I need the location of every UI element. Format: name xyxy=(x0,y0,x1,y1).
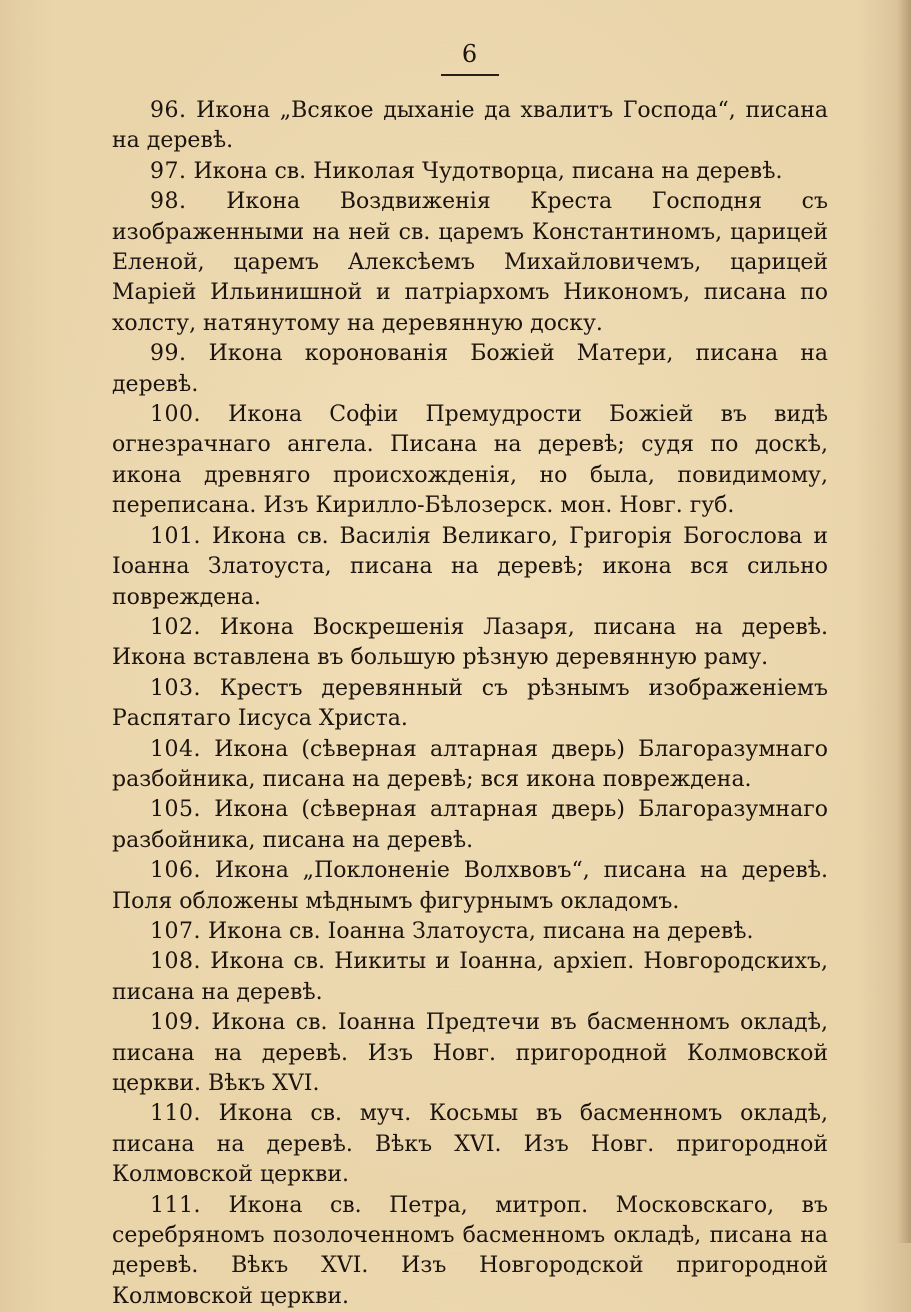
entry-number: 105. xyxy=(150,797,201,823)
catalog-entry xyxy=(112,96,828,157)
entry-number: 109. xyxy=(150,1010,201,1036)
catalog-entry xyxy=(112,522,828,613)
entry-number: 106. xyxy=(150,858,201,884)
catalog-entry xyxy=(112,1099,828,1190)
page-number: 6 xyxy=(461,40,479,68)
catalog-entry xyxy=(112,674,828,735)
entry-number: 98. xyxy=(150,189,187,215)
entry-number: 108. xyxy=(150,949,201,975)
catalog-entry xyxy=(112,1008,828,1099)
entry-number: 96. xyxy=(150,98,187,123)
catalog-entry xyxy=(112,795,828,856)
catalog-entry xyxy=(112,1191,828,1312)
catalog-entry xyxy=(112,856,828,917)
entry-number: 102. xyxy=(150,614,201,640)
catalog-entry xyxy=(112,339,828,400)
catalog-entry xyxy=(112,157,828,187)
entry-text: Икона Воздвиженія Креста Господня съ изображенными на ней св. царемъ Константиномъ, царицей Еленой, царемъ Алексѣемъ Михайловичемъ, царицей Маріей Ильинишной и патріархомъ Никономъ, писана по холсту, натянутому на деревянную доску. xyxy=(112,189,828,336)
entry-number: 97. xyxy=(150,158,187,184)
entry-text: Икона св. Василія Великаго, Григорія Богослова и Іоанна Златоуста, писана на деревѣ; икона вся сильно повреждена. xyxy=(112,523,828,610)
entry-text: Икона (сѣверная алтарная дверь) Благоразумнаго разбойника, писана на деревѣ; вся икона повреждена. xyxy=(112,736,828,792)
entry-text: Икона св. муч. Косьмы въ басменномъ окладѣ, писана на деревѣ. Вѣкъ XVI. Изъ Новг. пригородной Колмовской церкви. xyxy=(112,1101,828,1188)
entry-text: Икона „Всякое дыханіе да хвалитъ Господа“, писана на деревѣ. xyxy=(112,98,828,154)
entry-number: 104. xyxy=(150,736,201,762)
catalog-entry xyxy=(112,947,828,1008)
page-number-rule xyxy=(441,74,499,76)
entry-number: 111. xyxy=(150,1192,201,1218)
entry-number: 100. xyxy=(150,402,201,428)
entry-text: Икона „Поклоненіе Волхвовъ“, писана на деревѣ. Поля обложены мѣднымъ фигурнымъ окладомъ. xyxy=(112,858,829,914)
entry-text: Крестъ деревянный съ рѣзнымъ изображеніемъ Распятаго Іисуса Христа. xyxy=(112,675,828,732)
catalog-entry xyxy=(112,400,828,522)
entry-text: Икона св. Іоанна Златоуста, писана на деревѣ. xyxy=(207,918,754,944)
entry-text: Икона Софіи Премудрости Божіей въ видѣ огнезрачнаго ангела. Писана на деревѣ; судя по доскѣ, икона древняго происхожденія, но была, повидимому, переписана. Изъ Кирилло-Бѣлозерск. мон. Новг. губ. xyxy=(112,402,828,519)
entry-text: Икона коронованія Божіей Матери, писана на деревѣ. xyxy=(112,341,828,397)
page-edge-shadow xyxy=(897,0,911,1243)
catalog-entry xyxy=(112,187,828,339)
catalog-entry xyxy=(112,917,828,947)
entry-number: 107. xyxy=(150,918,201,944)
entry-text: Икона (сѣверная алтарная дверь) Благоразумнаго разбойника, писана на деревѣ. xyxy=(112,797,828,853)
entry-text: Икона св. Іоанна Предтечи въ басменномъ окладѣ, писана на деревѣ. Изъ Новг. пригородной Колмовской церкви. Вѣкъ XVI. xyxy=(112,1010,828,1096)
entry-text: Икона св. Никиты и Іоанна, архіеп. Новгородскихъ, писана на деревѣ. xyxy=(112,949,829,1005)
entry-number: 99. xyxy=(150,341,187,367)
catalog-entry xyxy=(112,613,828,674)
entry-number: 101. xyxy=(150,523,201,549)
entry-number: 103. xyxy=(150,675,201,701)
catalog-entry xyxy=(112,735,828,796)
entry-number: 110. xyxy=(150,1101,201,1127)
catalog-entries xyxy=(112,96,828,1312)
entry-text: Икона св. Николая Чудотворца, писана на деревѣ. xyxy=(193,158,783,184)
entry-text: Икона св. Петра, митроп. Московскаго, въ серебряномъ позолоченномъ басменномъ окладѣ, писана на деревѣ. Вѣкъ XVI. Изъ Новгородской пригородной Колмовской церкви. xyxy=(112,1192,828,1309)
entry-text: Икона Воскрешенія Лазаря, писана на деревѣ. Икона вставлена въ большую рѣзную деревянную раму. xyxy=(112,614,828,671)
